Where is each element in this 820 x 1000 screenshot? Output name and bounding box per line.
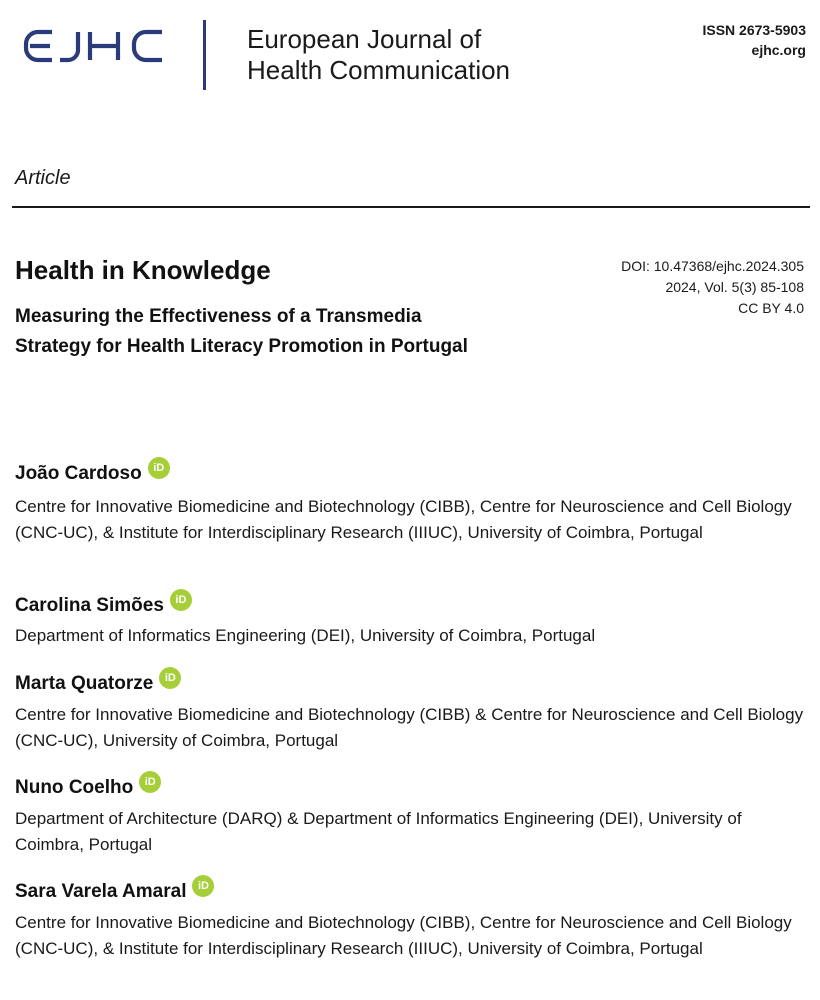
article-type: Article <box>15 167 71 189</box>
license[interactable]: CC BY 4.0 <box>738 300 804 316</box>
author-affiliation: Department of Informatics Engineering (DEI), University of Coimbra, Portugal <box>15 626 596 645</box>
author-affiliation: Centre for Innovative Biomedicine and Biotechnology (CIBB), Centre for Neuroscience and Cell Biology (CNC-UC), & Institute for Interdisciplinary Research (IIIUC), University of Coimbra, Portugal <box>15 913 792 958</box>
article-meta <box>621 256 804 319</box>
author-name-text: Sara Varela Amaral <box>15 881 187 902</box>
author-affiliation: Centre for Innovative Biomedicine and Biotechnology (CIBB) & Centre for Neuroscience and Cell Biology (CNC-UC), University of Coimbra, Portugal <box>15 705 804 750</box>
author-affiliation: Centre for Innovative Biomedicine and Biotechnology (CIBB), Centre for Neuroscience and Cell Biology (CNC-UC), & Institute for Interdisciplinary Research (IIIUC), University of Coimbra, Portugal <box>15 497 792 542</box>
article-subtitle: Measuring the Effectiveness of a Transmedia Strategy for Health Literacy Promotion in Portugal <box>15 306 468 357</box>
author-name <box>15 595 192 617</box>
author-name-text: João Cardoso <box>15 463 142 484</box>
doi[interactable]: DOI: 10.47368/ejhc.2024.305 <box>621 258 804 274</box>
issn-block <box>702 20 806 60</box>
author-name-text: Marta Quatorze <box>15 673 154 694</box>
article-title: Health in Knowledge <box>15 255 271 285</box>
author-name <box>15 881 214 903</box>
orcid-icon[interactable]: iD <box>148 457 170 479</box>
header-rule <box>12 206 810 208</box>
author-name <box>15 673 181 695</box>
issn: ISSN 2673-5903 <box>702 22 806 38</box>
orcid-icon[interactable]: iD <box>170 589 192 611</box>
author-name <box>15 777 161 799</box>
journal-name-line2: Health Communication <box>247 55 511 85</box>
journal-name <box>247 24 510 86</box>
author-name <box>15 463 170 485</box>
orcid-icon[interactable]: iD <box>159 667 181 689</box>
author-affiliation: Department of Architecture (DARQ) & Department of Informatics Engineering (DEI), University of Coimbra, Portugal <box>15 809 742 854</box>
journal-name-line1: European Journal of <box>247 24 482 54</box>
logo-divider <box>203 20 206 90</box>
author-name-text: Carolina Simões <box>15 595 164 616</box>
orcid-icon[interactable]: iD <box>192 875 214 897</box>
volume-info: 2024, Vol. 5(3) 85-108 <box>665 279 804 295</box>
author-name-text: Nuno Coelho <box>15 777 134 798</box>
journal-logo <box>22 28 172 64</box>
orcid-icon[interactable]: iD <box>139 771 161 793</box>
journal-website[interactable]: ejhc.org <box>751 42 806 58</box>
